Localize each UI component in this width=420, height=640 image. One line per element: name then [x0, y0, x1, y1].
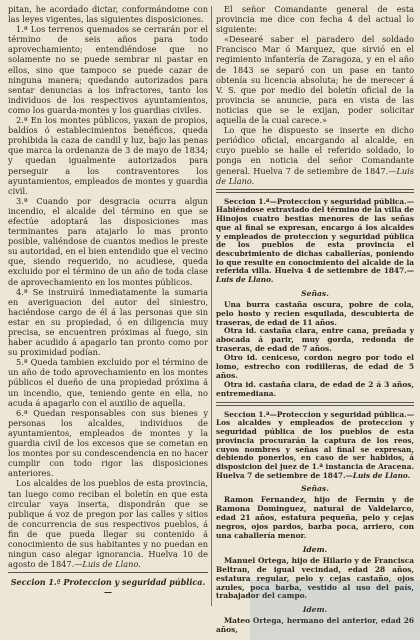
animal-entry: Otra id. castaña clara, de edad de 2 á 3 años, entremediana.: [216, 379, 414, 398]
section-heading: Seccion 1.ª Proteccion y seguridad pública.—: [10, 577, 206, 598]
signature: Luis de Llano.: [216, 165, 414, 186]
notice-text: [216, 198, 414, 285]
divider-rule: [8, 572, 208, 573]
closing-text: Los alcaldes de los pueblos de esta provincia, tan luego como reciban el boletín en que esta circular vaya inserta, dispondrán que se publique á voz de pregon por las calles y sitios de concurrencia de sus respectivos pueblos, á fin de que pueda llegar su contenido á conocimiento de sus habitantes y no puedan en ningun caso alegar ignorancia. Huelva 10 de agosto de 1847.—: [8, 478, 208, 570]
paragraph-rule-5: 5.ª Queda tambien excluido por el término de un año de todo aprovechamiento en los montes públicos el dueño de una propiedad próxima á un incendio, que, teniendo gente en ella, no acuda á apagarlo con el auxilio de aquella.: [8, 357, 208, 408]
right-column: [216, 4, 414, 640]
senas-heading: Señas.: [301, 288, 329, 298]
signature: Luis de Llano.: [82, 559, 141, 570]
animal-entry: Otra id. castaña clara, entre cana, preñada y abocada á parir, muy gorda, redonda de traseras, de edad de 7 años.: [216, 326, 414, 354]
notice-body: Seccion 1.ª—Proteccion y seguridad pública.—Los alcaldes y empleados de proteccion y seguridad pública de los pueblos de esta provincia procurarán la captura de los reos, cuyos nombres y señas al final se expresan, debiendo ponerlos, en caso de ser habidos, á disposicion del juez de 1.ª instancia de Aracena. Huelva 7 de setiembre de 1847.—: [216, 409, 414, 480]
paragraph-rule-2: 2.ª En los montes públicos, yaxan de propios, baldíos ó establecimientos benéficos, queda prohibida la caza de candil y luz, bajo las penas que marca la ordenanza de 3 de mayo de 1834; y quedan igualmente autorizados para perseguir a los contraventores los ayuntamientos, empleados de montes y guardia civil.: [8, 115, 208, 196]
animal-list: [216, 301, 414, 399]
paragraph-intro: pitan, he acordado dictar, conformándome con las leyes vigentes, las siguientes disposiciones.: [8, 4, 208, 25]
column-divider: [211, 6, 212, 606]
idem-heading: Idem.: [302, 544, 328, 554]
paragraph-closing: [8, 478, 208, 569]
fugitive-entry: Mateo Ortega, hermano del anterior, edad 26 años,: [216, 616, 414, 635]
paragraph-insert: [216, 125, 414, 186]
fugitive-entry: Manuel Ortega, hijo de Hilario y de Francisca Beltran, de igual vecindad, edad 28 años, estatura regular, pelo y cejas castaño, ojos azules, poca barba, vestido al uso del país, trabajador del campo.: [216, 555, 414, 601]
notice-fugitives: [216, 411, 414, 481]
left-column: [8, 4, 208, 636]
fugitive-entry: Ramon Fernandez, hijo de Fermin y de Ramona Dominguez, natural de Valdelarco, edad 21 años, estatura pequeña, pelo y cejas negros, ojos pardos, barba poca, arriero, con una caballería menor.: [216, 495, 414, 540]
notice-text: [216, 411, 414, 481]
paragraph-rule-3: 3.ª Cuando por desgracia ocurra algun incendio, el alcalde del término en que se efectúe adoptará las disposiciones mas terminantes para atajarlo lo mas pronto posible, valiéndose de cuantos medios le preste su autoridad, en el bien entendido que el vecino que, siendo requerido, no acudiese, queda excluido por el término de un año de toda clase de aprovechamiento en los montes públicos.: [8, 195, 208, 287]
divider-rule: [216, 402, 414, 406]
animal-entry: Una burra castaña oscura, pobre de cola, pelo hosto y recien esquilada, descubierta de traseras, de edad de 11 años.: [216, 299, 414, 327]
senas-heading: Señas.: [301, 484, 329, 494]
animal-entry: Otro id. ceniceso, cordon negro por todo el lomo, estrecho con rodilleras, de edad de 5 años.: [216, 353, 414, 380]
notice-body: Seccion 1.ª—Proteccion y seguridad pública.—Habiéndose extraviado del término de la villa de Hinojos cuatro bestias menores de las señas que al final se expresan, encargo á los alcaldes y empleados de proteccion y seguridad pública de los pueblos de esta provincia el descubrimiento de dichas caballerías, poniendo lo que resulte en conocimiento del alcalde de la referida villa. Huelva 4 de setiembre de 1847.—: [216, 196, 414, 276]
insert-text: Lo que he dispuesto se inserte en dicho periódico oficial, encargando al alcalde, en cuyo pueblo se halle el referido soldado, lo ponga en noticia del señor Comandante general. Huelva 7 de setiembre de 1847.—: [216, 125, 414, 176]
paragraph-quote: «Desearé saber el paradero del soldado Francisco Mar ó Marquez, que sirvió en el regimiento infantería de Zaragoza, y en el año de 1843 se separó con un pase en tanto obtenía su licencia absoluta; he de merecer á V. S. que por medio del boletín oficial de la provincia se anuncie, para en vista de las noticias que se le exijan, poder solicitar aquella de la cual carece.»: [216, 34, 414, 126]
library-stamp-watermark: [250, 580, 420, 640]
idem-heading: Idem.: [302, 605, 328, 615]
signature: Luis de Llano.: [216, 275, 274, 285]
divider-rule: [216, 189, 414, 193]
paragraph-rule-6: 6.ª Quedan responsables con sus bienes y personas los alcaldes, individuos de ayuntamientos, empleados de montes y la guardia civil de los excesos que se cometan en los montes por su condescendencia en no hacer cumplir con todo rigor las disposiciones anteriores.: [8, 407, 208, 479]
notice-lost-animals: [216, 198, 414, 285]
paragraph-commandant: El señor Comandante general de esta provincia me dice con fecha 4 del actual lo siguiente:: [216, 4, 414, 35]
paragraph-rule-1: 1.ª Los terrenos quemados se cerrarán por el término de seis años para todo aprovechamiento; entendiéndose que no solamente no se puede sembrar ni pastar en ellos, sino que tampoco se puede cazar de ninguna manera; quedando autorizados para sentar denuncias a los infractores, tanto los individuos de los respectivos ayuntamientos, como los guarda-montes y los guardias civiles.: [8, 24, 208, 115]
signature: Luis de Llano.: [352, 470, 411, 480]
paragraph-rule-4: 4.ª Se instruirá inmediatamente la sumaria en averiguacion del autor del siniestro, haciéndose cargo de él á las personas que sin estar en su propiedad, ó en diligencia muy precisa, se encuentren próximas al fuego, sin haber acudido á apagarlo tan pronto como por su proximidad podían.: [8, 286, 208, 358]
